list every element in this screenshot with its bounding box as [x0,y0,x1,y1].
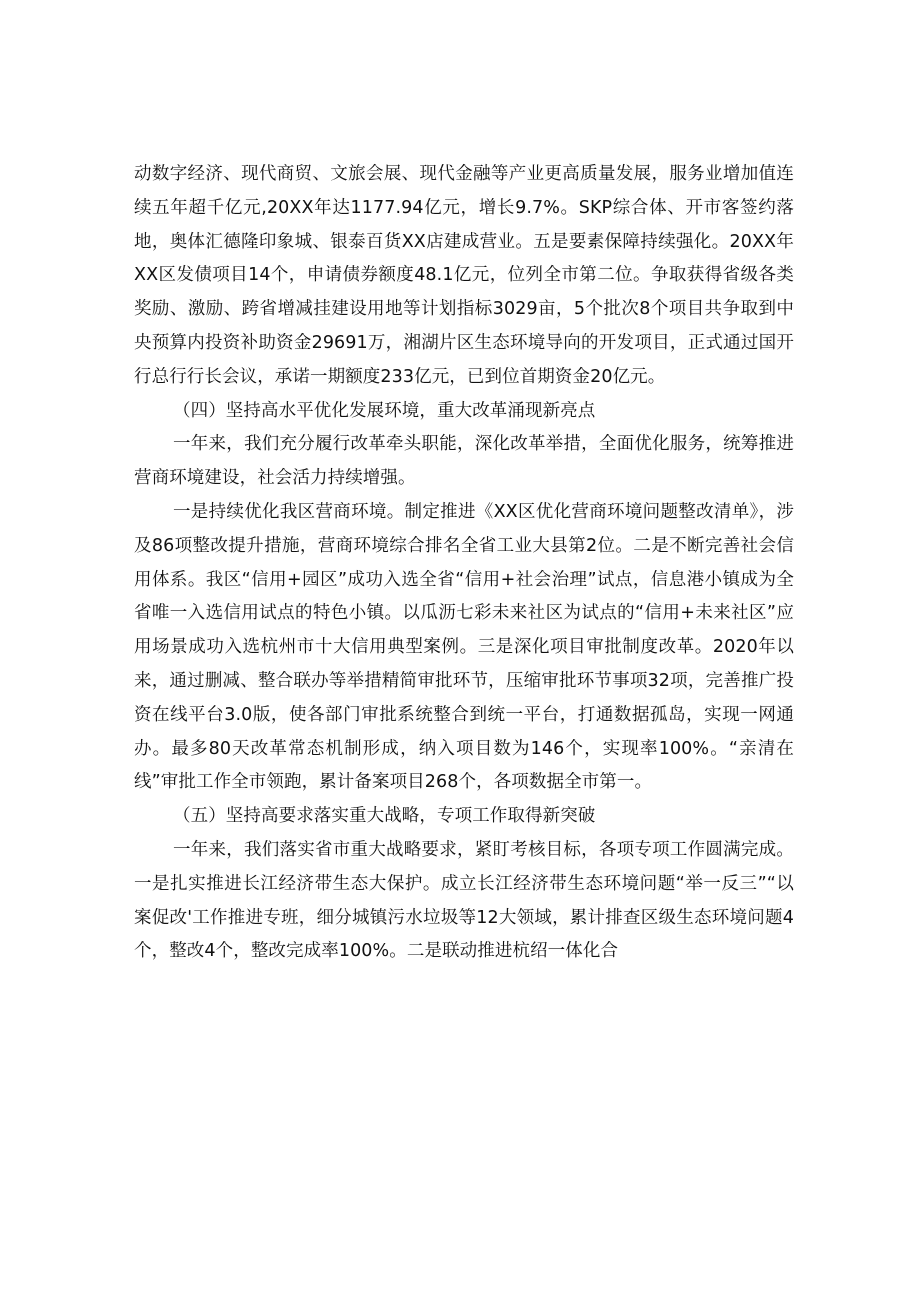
paragraph-major-strategies: 一年来，我们落实省市重大战略要求，紧盯考核目标，各项专项工作圆满完成。一是扎实推进长江经济带生态大保护。成立长江经济带生态环境问题“举一反三”“以案促改'工作推进专班，细分城镇污水垃圾等12大领域，累计排查区级生态环境问题4个，整改4个，整改完成率100%。二是联动推进杭绍一体化合 [134,839,794,962]
paragraph-reform-intro: 一年来，我们充分履行改革牵头职能，深化改革举措，全面优化服务，统筹推进营商环境建设，社会活力持续增强。 [134,434,794,489]
section-heading-5: （五）坚持高要求落实重大战略，专项工作取得新突破 [173,806,596,827]
paragraph-business-environment: 一是持续优化我区营商环境。制定推进《XX区优化营商环境问题整改清单》，涉及86项整改提升措施，营商环境综合排名全省工业大县第2位。二是不断完善社会信用体系。我区“信用+园区”成功入选全省“信用+社会治理”试点，信息港小镇成为全省唯一入选信用试点的特色小镇。以瓜沥七彩未来社区为试点的“信用+未来社区”应用场景成功入选杭州市十大信用典型案例。三是深化项目审批制度改革。2020年以来，通过删减、整合联办等举措精简审批环节，压缩审批环节事项32项，完善推广投资在线平台3.0版，使各部门审批系统整合到统一平台，打通数据孤岛，实现一网通办。最多80天改革常态机制形成，纳入项目数为146个，实现率100%。“亲清在线”审批工作全市领跑，累计备案项目268个，各项数据全市第一。 [134,501,794,793]
section-heading-4: （四）坚持高水平优化发展环境，重大改革涌现新亮点 [173,400,596,421]
document-body [134,158,794,969]
paragraph-services-and-factors: 动数字经济、现代商贸、文旅会展、现代金融等产业更高质量发展，服务业增加值连续五年超千亿元,20XX年达1177.94亿元，增长9.7%。SKP综合体、开市客签约落地，奥体汇德隆印象城、银泰百货XX店建成营业。五是要素保障持续强化。20XX年XX区发债项目14个，申请债券额度48.1亿元，位列全市第二位。争取获得省级各类奖励、激励、跨省增减挂建设用地等计划指标3029亩，5个批次8个项目共争取到中央预算内投资补助资金29691万，湘湖片区生态环境导向的开发项目，正式通过国开行总行行长会议，承诺一期额度233亿元，已到位首期资金20亿元。 [134,164,794,387]
